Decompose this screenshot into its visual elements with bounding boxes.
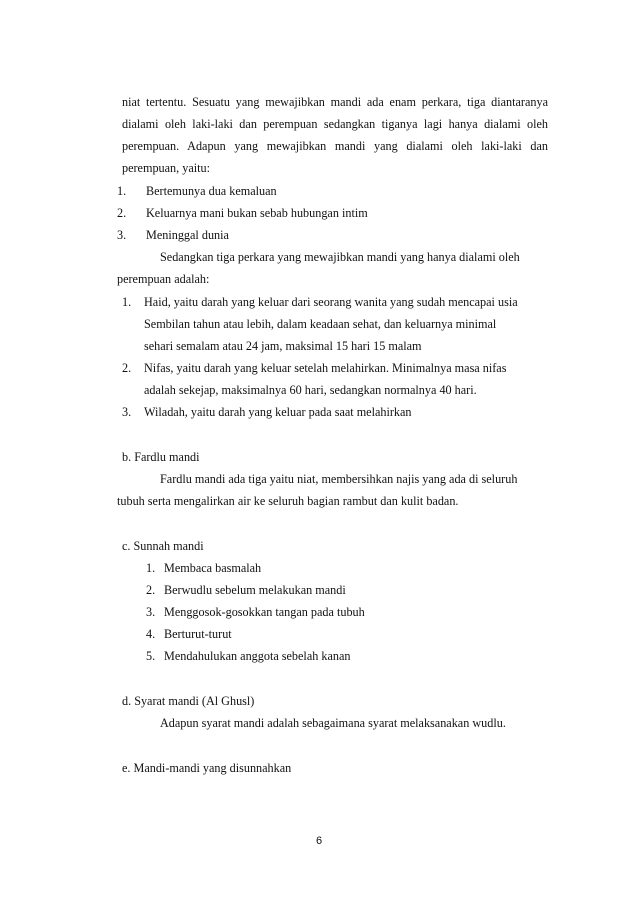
list-b-item-2-line-1: Nifas, yaitu darah yang keluar setelah melahirkan. Minimalnya masa nifas [144,361,507,375]
intro-line-1: niat tertentu. Sesuatu yang mewajibkan mandi ada enam perkara, tiga diantaranya [122,95,548,109]
list-a-item-2: Keluarnya mani bukan sebab hubungan intim [146,206,368,220]
list-a-num-3: 3. [117,228,127,242]
sunnah-num-3: 3. [146,605,156,619]
section-c-heading: c. Sunnah mandi [122,539,204,553]
list-b-item-3-line-1: Wiladah, yaitu darah yang keluar pada saat melahirkan [144,405,412,419]
women-para-line-1: Sedangkan tiga perkara yang mewajibkan mandi yang hanya dialami oleh [160,250,520,264]
sunnah-num-4: 4. [146,627,156,641]
intro-line-3: perempuan. Adapun yang mewajibkan mandi yang dialami oleh laki-laki dan [122,139,548,153]
sunnah-item-5: Mendahulukan anggota sebelah kanan [164,649,351,663]
list-b-item-1-line-2: Sembilan tahun atau lebih, dalam keadaan sehat, dan keluarnya minimal [144,317,497,331]
list-a-num-2: 2. [117,206,127,220]
section-b-heading: b. Fardlu mandi [122,450,200,464]
list-b-item-2-line-2: adalah sekejap, maksimalnya 60 hari, sedangkan normalnya 40 hari. [144,383,477,397]
list-a-item-1: Bertemunya dua kemaluan [146,184,277,198]
list-b-num-1: 1. [122,295,132,309]
section-d-heading: d. Syarat mandi (Al Ghusl) [122,694,255,708]
sunnah-num-1: 1. [146,561,156,575]
list-b-item-1-line-3: sehari semalam atau 24 jam, maksimal 15 hari 15 malam [144,339,422,353]
sunnah-item-3: Menggosok-gosokkan tangan pada tubuh [164,605,365,619]
section-b-line-1: Fardlu mandi ada tiga yaitu niat, membersihkan najis yang ada di seluruh [160,472,518,486]
intro-line-2: dialami oleh laki-laki dan perempuan sedangkan tiganya lagi hanya dialami oleh [122,117,548,131]
list-b-num-2: 2. [122,361,132,375]
list-a-num-1: 1. [117,184,127,198]
women-para-line-2: perempuan adalah: [117,272,210,286]
list-b-item-1-line-1: Haid, yaitu darah yang keluar dari seorang wanita yang sudah mencapai usia [144,295,518,309]
sunnah-item-2: Berwudlu sebelum melakukan mandi [164,583,346,597]
section-e-heading: e. Mandi-mandi yang disunnahkan [122,761,292,775]
section-b-line-2: tubuh serta mengalirkan air ke seluruh bagian rambut dan kulit badan. [117,494,459,508]
list-b-num-3: 3. [122,405,132,419]
section-d-line-1: Adapun syarat mandi adalah sebagaimana syarat melaksanakan wudlu. [160,716,506,730]
list-a-item-3: Meninggal dunia [146,228,229,242]
page-number: 6 [315,835,323,847]
sunnah-num-2: 2. [146,583,156,597]
intro-line-4: perempuan, yaitu: [122,161,210,175]
sunnah-item-4: Berturut-turut [164,627,232,641]
sunnah-num-5: 5. [146,649,156,663]
sunnah-item-1: Membaca basmalah [164,561,262,575]
